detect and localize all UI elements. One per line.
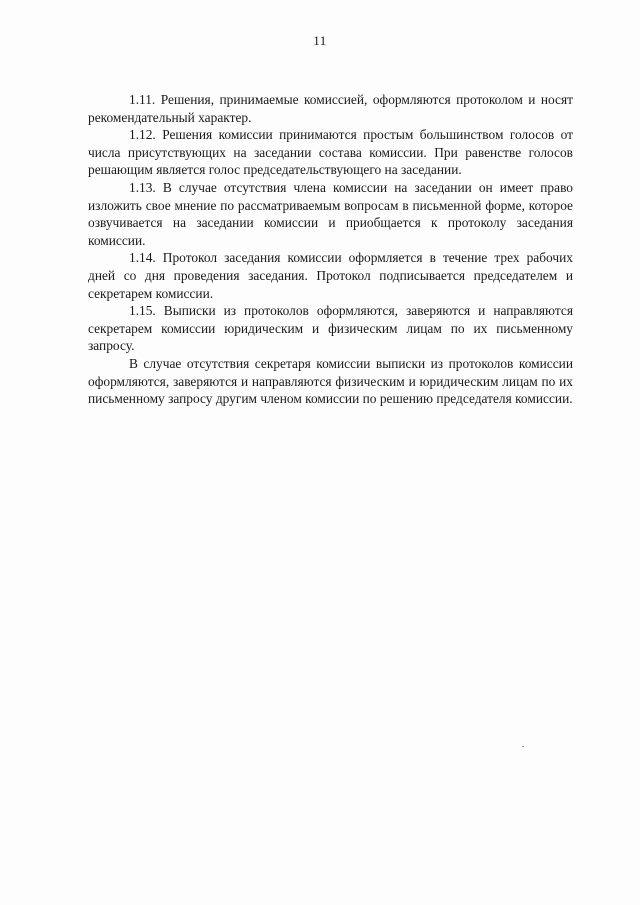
paragraph-1-13: 1.13. В случае отсутствия члена комиссии на заседании он имеет право изложить свое мнение по рассматриваемым вопросам в письменной форме, которое озвучивается на заседании комиссии и приобщается к протоколу заседания комиссии.: [88, 179, 573, 248]
paragraph-secretary-absence: В случае отсутствия секретаря комиссии выписки из протоколов комиссии оформляются, заверяются и направляются физическим и юридическим лицам по их письменному запросу другим членом комиссии по решению председателя комиссии.: [88, 355, 573, 407]
paragraph-1-12: 1.12. Решения комиссии принимаются простым большинством голосов от числа присутствующих на заседании состава комиссии. При равенстве голосов решающим является голос председательствующего на заседании.: [88, 127, 573, 178]
paragraph-1-15: 1.15. Выписки из протоколов оформляются, заверяются и направляются секретарем комиссии юридическим и физическим лицам по их письменному запросу.: [88, 303, 573, 354]
page-number: 11: [313, 33, 327, 48]
paragraph-1-11: 1.11. Решения, принимаемые комиссией, оформляются протоколом и носят рекомендательный характер.: [88, 92, 573, 125]
paragraph-1-14: 1.14. Протокол заседания комиссии оформляется в течение трех рабочих дней со дня проведения заседания. Протокол подписывается председателем и секретарем комиссии.: [88, 250, 573, 301]
scan-speck: [522, 746, 524, 747]
document-body: [88, 91, 573, 408]
